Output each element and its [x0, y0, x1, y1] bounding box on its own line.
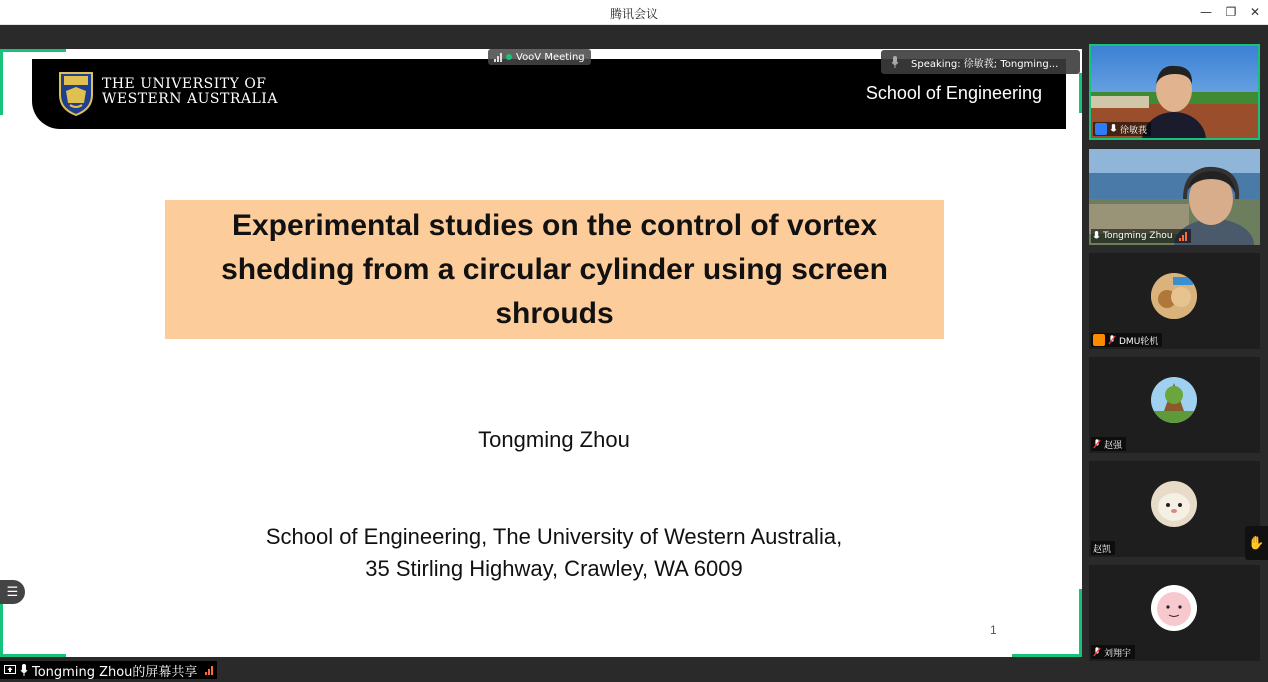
participant-name-label: 赵凯	[1091, 541, 1115, 555]
minimize-icon: —	[1200, 5, 1212, 19]
microphone-icon	[1110, 124, 1117, 134]
shared-screen-area	[0, 25, 1082, 657]
signal-strength-icon	[205, 666, 213, 675]
share-frame-corner	[0, 49, 66, 52]
restore-icon: ❐	[1225, 5, 1237, 19]
slide-title-box	[165, 200, 944, 339]
slide-page-number: 1	[990, 623, 997, 637]
avatar	[1151, 585, 1197, 631]
participant-tile[interactable]	[1089, 149, 1260, 245]
microphone-icon	[1093, 231, 1100, 241]
minimize-button[interactable]	[1196, 3, 1216, 21]
close-icon: ✕	[1249, 5, 1261, 19]
avatar	[1151, 273, 1197, 319]
slide-affiliation-line2: 35 Stirling Highway, Crawley, WA 6009	[365, 556, 743, 581]
speaking-text: Speaking: 徐敏莪; Tongming...	[911, 58, 1059, 70]
voov-meeting-badge[interactable]	[488, 49, 591, 65]
header-school-name: School of Engineering	[865, 83, 1042, 103]
participant-name-label: 赵强	[1091, 437, 1126, 451]
list-icon: ☰	[6, 584, 19, 600]
share-frame-corner	[0, 49, 3, 115]
microphone-muted-icon	[1108, 335, 1116, 345]
participant-tile[interactable]	[1089, 357, 1260, 453]
presentation-slide	[0, 49, 1082, 657]
raise-hand-icon: ✋	[1248, 535, 1265, 551]
participant-name-label: DMU轮机	[1091, 333, 1162, 347]
slide-affiliation-line1: School of Engineering, The University of Western Australia,	[265, 524, 843, 549]
microphone-icon	[20, 664, 28, 676]
participant-tile[interactable]	[1089, 44, 1260, 140]
avatar	[1151, 377, 1197, 423]
microphone-muted-icon	[1093, 647, 1101, 657]
window-title: 腾讯会议	[609, 7, 658, 21]
participant-name-label: Tongming Zhou	[1091, 229, 1191, 243]
screen-share-text: Tongming Zhou的屏幕共享	[32, 664, 198, 680]
participant-tile[interactable]	[1089, 461, 1260, 557]
speaking-indicator	[881, 50, 1080, 74]
toc-button[interactable]	[0, 580, 25, 604]
participant-name-label: 徐敏莪	[1093, 122, 1151, 136]
status-dot-icon	[506, 54, 512, 60]
participant-tile[interactable]	[1089, 565, 1260, 661]
close-button[interactable]	[1245, 3, 1265, 21]
avatar	[1151, 481, 1197, 527]
screen-share-label[interactable]	[0, 661, 217, 679]
slide-author: Tongming Zhou	[478, 427, 630, 452]
signal-strength-icon	[494, 53, 502, 62]
raise-hand-button[interactable]	[1245, 526, 1268, 560]
university-name: THE UNIVERSITY OF WESTERN AUSTRALIA	[102, 76, 278, 107]
user-icon	[1095, 123, 1107, 135]
signal-strength-icon	[1179, 232, 1187, 241]
window-titlebar	[0, 0, 1268, 25]
microphone-icon	[891, 56, 899, 68]
microphone-muted-icon	[1093, 439, 1101, 449]
voov-badge-label: VooV Meeting	[516, 51, 585, 63]
participant-name-label: 刘翔宇	[1091, 645, 1135, 659]
user-icon	[1093, 334, 1105, 346]
screen-share-icon	[4, 665, 16, 676]
slide-title: Experimental studies on the control of vortex shedding from a circular cylinder using screen shrouds	[221, 208, 888, 330]
university-crest-icon	[56, 69, 96, 117]
restore-button[interactable]	[1221, 3, 1241, 21]
participant-tile[interactable]	[1089, 253, 1260, 349]
